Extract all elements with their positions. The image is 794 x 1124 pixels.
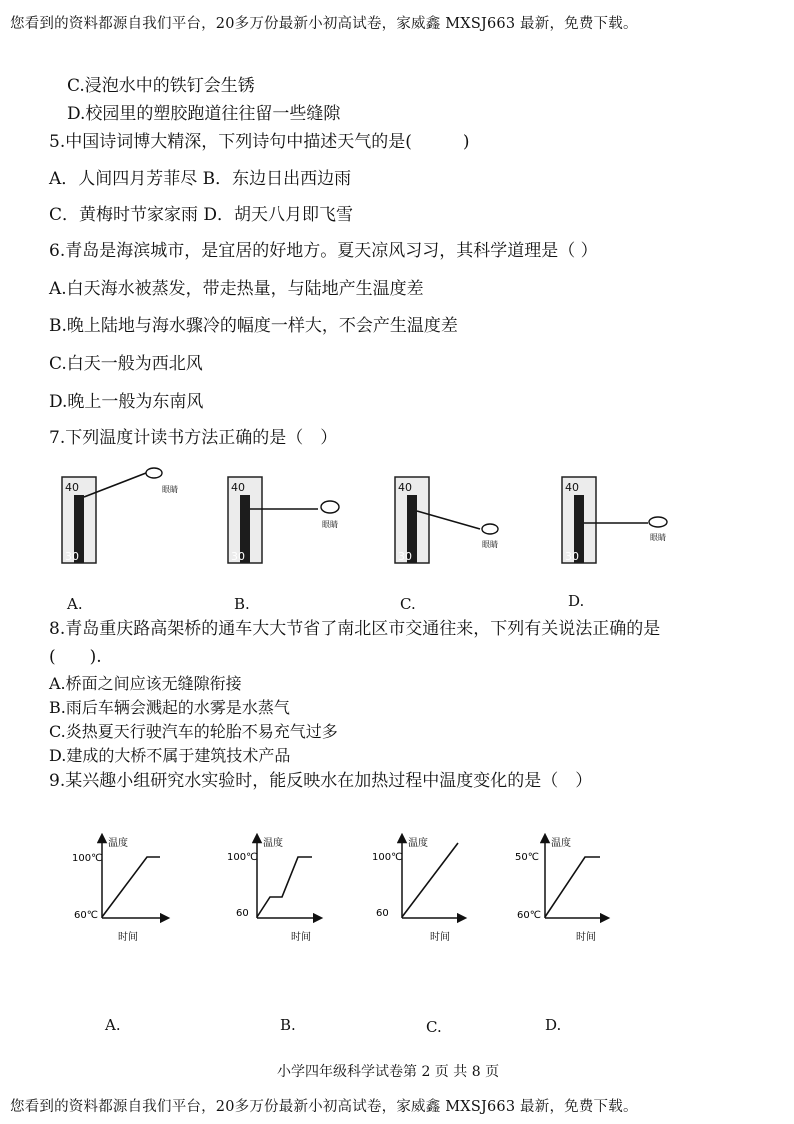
graph-b-ylabel: 温度 [263,838,283,849]
thermo-a-bottom: 30 [65,550,79,563]
q8-option-d: D.建成的大桥不属于建筑技术产品 [49,746,291,765]
q9-stem: 9.某兴趣小组研究水实验时，能反映水在加热过程中温度变化的是（ ） [49,771,593,791]
thermometer-d [562,477,667,563]
q5-stem: 5.中国诗词博大精深，下列诗句中描述天气的是( ) [49,132,470,152]
graph-d [515,836,605,943]
graph-a-ylabel: 温度 [108,838,128,849]
graph-d-ylabel: 温度 [551,838,571,849]
graph-d-bottom: 60℃ [517,910,541,921]
q8-stem: 8.青岛重庆路高架桥的通车大大节省了南北区市交通往来，下列有关说法正确的是 [49,619,661,639]
thermometer-a [62,468,178,563]
q7-label-d: D. [568,592,585,610]
thermo-c-bottom: 30 [398,550,412,563]
q6-option-b: B.晚上陆地与海水骤冷的幅度一样大，不会产生温度差 [49,316,458,336]
graph-c-ylabel: 温度 [408,838,428,849]
q7-stem: 7.下列温度计读书方法正确的是（ ） [49,428,338,448]
q4-option-c: C.浸泡水中的铁钉会生锈 [67,76,255,96]
bottom-banner: 您看到的资料都源自我们平台，20多万份最新小初高试卷，家威鑫 MXSJ663 最新，免费下载。 [10,1099,638,1115]
graph-b-top: 100℃ [227,852,258,863]
q7-label-b: B. [234,595,250,613]
graph-c-bottom: 60 [376,908,389,919]
q7-label-a: A. [67,595,83,613]
graph-b-bottom: 60 [236,908,249,919]
thermometer-c [395,477,498,563]
eye-label-b: 眼睛 [322,520,338,529]
eye-label-c: 眼睛 [482,540,498,549]
graph-d-top: 50℃ [515,852,539,863]
thermo-a-top: 40 [65,481,79,494]
graph-c-top: 100℃ [372,852,403,863]
q6-stem: 6.青岛是海滨城市，是宜居的好地方。夏天凉风习习，其科学道理是（ ） [49,241,598,261]
graph-b-xlabel: 时间 [291,932,311,943]
q5-options-row1: A．人间四月芳菲尽 B．东边日出西边雨 [49,169,352,189]
thermo-b-top: 40 [231,481,245,494]
page-footer: 小学四年级科学试卷第 2 页 共 8 页 [277,1064,500,1080]
top-banner: 您看到的资料都源自我们平台，20多万份最新小初高试卷，家威鑫 MXSJ663 最新，免费下载。 [10,16,638,32]
q6-option-c: C.白天一般为西北风 [49,354,203,374]
thermo-b-bottom: 30 [231,550,245,563]
graph-a-xlabel: 时间 [118,932,138,943]
q8-option-a: A.桥面之间应该无缝隙衔接 [49,674,242,693]
graph-d-xlabel: 时间 [576,932,596,943]
graph-a-top: 100℃ [72,853,103,864]
q7-thermometer-figures [0,465,794,605]
eye-label-d: 眼睛 [650,533,666,542]
graph-b [227,836,318,943]
q9-temperature-graphs [0,800,794,950]
q8-option-b: B.雨后车辆会溅起的水雾是水蒸气 [49,698,290,717]
q9-label-a: A. [105,1016,121,1034]
q9-label-b: B. [280,1016,296,1034]
q8-blank: ( ). [49,647,102,667]
q6-option-a: A.白天海水被蒸发，带走热量，与陆地产生温度差 [49,279,424,299]
thermo-d-top: 40 [565,481,579,494]
graph-c [372,836,462,943]
graph-c-xlabel: 时间 [430,932,450,943]
q7-label-c: C. [400,595,416,613]
q9-label-c: C. [426,1018,442,1036]
eye-label-a: 眼睛 [162,485,178,494]
q9-label-d: D. [545,1016,562,1034]
thermometer-b [228,477,339,563]
graph-a [72,836,165,943]
q4-option-d: D.校园里的塑胶跑道往往留一些缝隙 [67,104,341,124]
q8-option-c: C.炎热夏天行驶汽车的轮胎不易充气过多 [49,722,338,741]
thermo-d-bottom: 30 [565,550,579,563]
q6-option-d: D.晚上一般为东南风 [49,392,204,412]
thermo-c-top: 40 [398,481,412,494]
q5-options-row2: C．黄梅时节家家雨 D．胡天八月即飞雪 [49,205,354,225]
graph-a-bottom: 60℃ [74,910,98,921]
